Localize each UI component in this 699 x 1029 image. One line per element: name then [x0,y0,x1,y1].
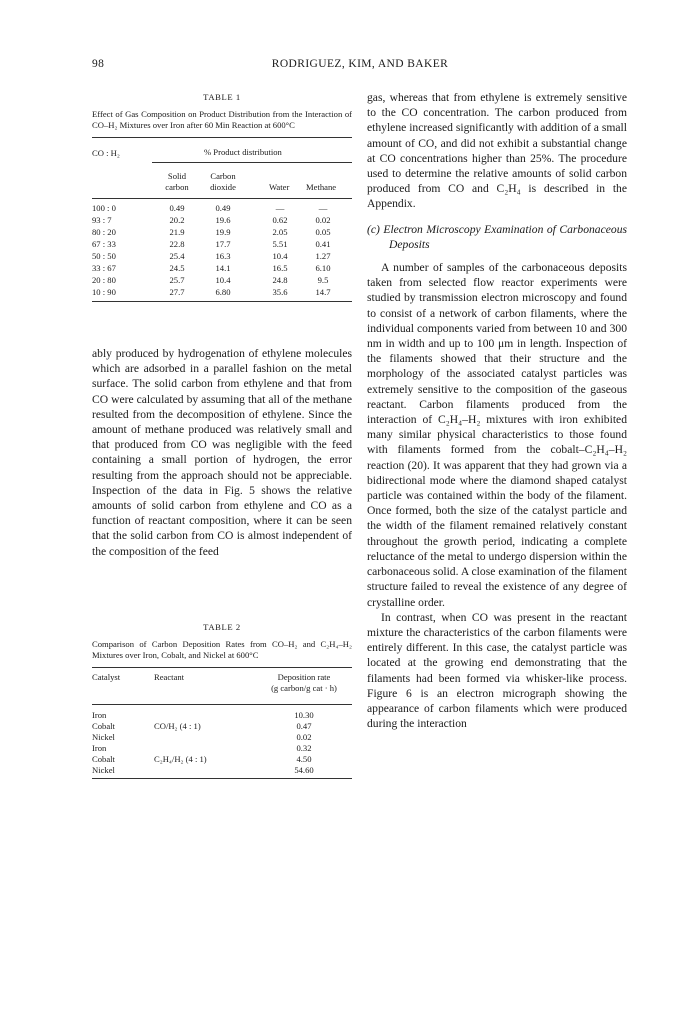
table-1-header [92,138,352,198]
column-header-rate-1: Deposition rate [277,672,331,682]
cell-catalyst: Iron [92,710,107,720]
cell-water: 24.8 [272,275,288,285]
column-header-rate-2: (g carbon/g cat · h) [271,683,337,693]
cell-ratio: 80 : 20 [92,227,116,237]
table-row [92,215,352,227]
cell-solid-carbon: 22.8 [169,239,185,249]
table-row [92,287,352,299]
cell-deposition-rate: 0.47 [296,721,312,731]
column-header-methane: Methane [306,182,337,192]
cell-ratio: 100 : 0 [92,203,116,213]
cell-water: 35.6 [272,287,288,297]
cell-deposition-rate: 10.30 [294,710,314,720]
cell-deposition-rate: 0.02 [296,732,312,742]
column-header-co2-1: Carbon [210,171,236,181]
table-2-header [92,668,352,704]
cell-catalyst: Nickel [92,765,115,775]
column-header-solid-carbon-2: carbon [165,182,189,192]
cell-water: 10.4 [272,251,288,261]
table-row [92,754,352,765]
table-row [92,203,352,215]
cell-ratio: 50 : 50 [92,251,116,261]
table-row [92,227,352,239]
table-1 [92,92,352,302]
cell-water: 0.62 [272,215,288,225]
cell-methane: — [318,203,328,213]
cell-solid-carbon: 20.2 [169,215,185,225]
column-header-co2-2: dioxide [210,182,236,192]
cell-ratio: 20 : 80 [92,275,116,285]
table-1-label: TABLE 1 [203,92,241,102]
column-header-group: % Product distribution [204,147,282,157]
right-paragraph-1: gas, whereas that from ethylene is extremely sensitive to the CO concentration. The carbon produced from ethylene increased significantly with addition of a small amount of CO, and did not exhibit a substantial change at CO concentrations higher than 25%. The procedure used to determine the relative amounts of solid carbon produced from CO and C₂H₄ is described in the Appendix. [367,91,627,211]
right-column [367,90,627,731]
table-row [92,743,352,754]
cell-solid-carbon: 24.5 [169,263,185,273]
cell-methane: 14.7 [315,287,331,297]
group-rule [152,162,352,163]
running-title: RODRIGUEZ, KIM, AND BAKER [271,58,449,70]
cell-reactant: CO/H₂ (4 : 1) [154,721,201,731]
cell-carbon-dioxide: 16.3 [215,251,231,261]
column-header-ratio: CO : H₂ [92,148,120,158]
cell-methane: 6.10 [315,263,331,273]
cell-water: 5.51 [272,239,288,249]
cell-deposition-rate: 4.50 [296,754,312,764]
table-2-label: TABLE 2 [203,622,241,632]
section-heading: (c) Electron Microscopy Examination of Carbonaceous Deposits [367,222,627,251]
right-paragraph-2: A number of samples of the carbonaceous deposits taken from selected flow reactor experiments were studied by transmission electron microscopy and found to consist of a network of carbon filaments, where the individual components varied from between 10 and 300 nm in width and up to 100 μm in length. Inspection of the filaments showed that their structure and the morphology of the associated catalyst particles was extremely sensitive to the composition of the gaseous reactant. Carbon filaments produced from the interaction of C₂H₄–H₂ mixtures with iron exhibited many similar physical characteristics to those found with filaments formed from the cobalt–C₂H₄–H₂ reaction (20). It was apparent that they had grown via a bidirectional mode where the diamond shaped catalyst particle was contained within the body of the filament. Once formed, both the size of the catalyst particle and the width of the filament remained relatively constant throughout the growth period, indicating a complete reluctance of the metal to undergo dispersion within the carbonaceous solid. A close examination of the filament structure failed to reveal the existence of any degree of crystalline order. [367,261,627,609]
table-1-body [92,203,352,299]
cell-solid-carbon: 0.49 [169,203,185,213]
table-2-caption: Comparison of Carbon Deposition Rates from CO–H₂ and C₂H₄–H₂ Mixtures over Iron, Cobalt, and Nickel at 600°C [92,639,352,660]
left-column [92,346,352,559]
cell-catalyst: Nickel [92,732,115,742]
column-header-catalyst: Catalyst [92,672,121,682]
cell-carbon-dioxide: 6.80 [215,287,231,297]
table-row [92,710,352,721]
cell-carbon-dioxide: 17.7 [215,239,231,249]
table-1-bottom-rule [92,301,352,302]
cell-water: — [275,203,285,213]
table-2-body [92,710,352,776]
cell-methane: 0.05 [315,227,331,237]
cell-water: 2.05 [272,227,288,237]
cell-carbon-dioxide: 10.4 [215,275,231,285]
cell-ratio: 10 : 90 [92,287,116,297]
page-number: 98 [92,58,105,70]
cell-methane: 0.02 [315,215,331,225]
table-row [92,263,352,275]
cell-carbon-dioxide: 0.49 [215,203,231,213]
table-row [92,275,352,287]
cell-solid-carbon: 21.9 [169,227,185,237]
table-row [92,721,352,732]
column-header-solid-carbon-1: Solid [167,171,187,181]
cell-catalyst: Cobalt [92,721,115,731]
cell-ratio: 67 : 33 [92,239,116,249]
cell-catalyst: Cobalt [92,754,115,764]
cell-water: 16.5 [272,263,288,273]
cell-solid-carbon: 25.4 [169,251,185,261]
column-header-water: Water [269,182,290,192]
cell-methane: 0.41 [315,239,331,249]
page-header [92,58,628,74]
cell-carbon-dioxide: 14.1 [215,263,231,273]
table-row [92,765,352,776]
cell-catalyst: Iron [92,743,107,753]
table-row [92,251,352,263]
table-2-bottom-rule [92,778,352,779]
cell-methane: 9.5 [317,275,329,285]
table-row [92,239,352,251]
table-2 [92,622,352,779]
table-1-header-rule [92,198,352,199]
cell-methane: 1.27 [315,251,331,261]
table-row [92,732,352,743]
cell-solid-carbon: 27.7 [169,287,185,297]
cell-deposition-rate: 0.32 [296,743,312,753]
cell-ratio: 33 : 67 [92,263,116,273]
cell-carbon-dioxide: 19.6 [215,215,231,225]
table-1-caption: Effect of Gas Composition on Product Distribution from the Interaction of CO–H₂ Mixtures over Iron after 60 Min Reaction at 600°C [92,109,352,130]
table-2-header-rule [92,704,352,705]
cell-reactant: C₂H₄/H₂ (4 : 1) [154,754,207,764]
cell-deposition-rate: 54.60 [294,765,314,775]
right-paragraph-3: In contrast, when CO was present in the reactant mixture the characteristics of the carbon filaments were entirely different. In this case, the catalyst particle was located at the growing end demonstrating that the filaments had been formed via whisker-like process. Figure 6 is an electron micrograph showing the appearance of carbon filaments which were produced during the interaction [367,610,627,731]
cell-solid-carbon: 25.7 [169,275,185,285]
left-paragraph: ably produced by hydrogenation of ethylene molecules which are adsorbed in a parallel fashion on the metal surface. The solid carbon from ethylene and that from CO were calculated by assuming that all of the methane resulted from the decomposition of ethylene. Since the amount of methane produced was relatively small and that produced from CO was negligible with the feed containing a small portion of hydrogen, the error resulting from the approach should not be appreciable. Inspection of the data in Fig. 5 shows the relative amounts of solid carbon from ethylene and CO as a function of reactant composition, where it can be seen that the solid carbon from CO is almost independent of the composition of the feed [92,347,352,558]
cell-ratio: 93 : 7 [92,215,112,225]
cell-carbon-dioxide: 19.9 [215,227,231,237]
column-header-reactant: Reactant [154,672,185,682]
